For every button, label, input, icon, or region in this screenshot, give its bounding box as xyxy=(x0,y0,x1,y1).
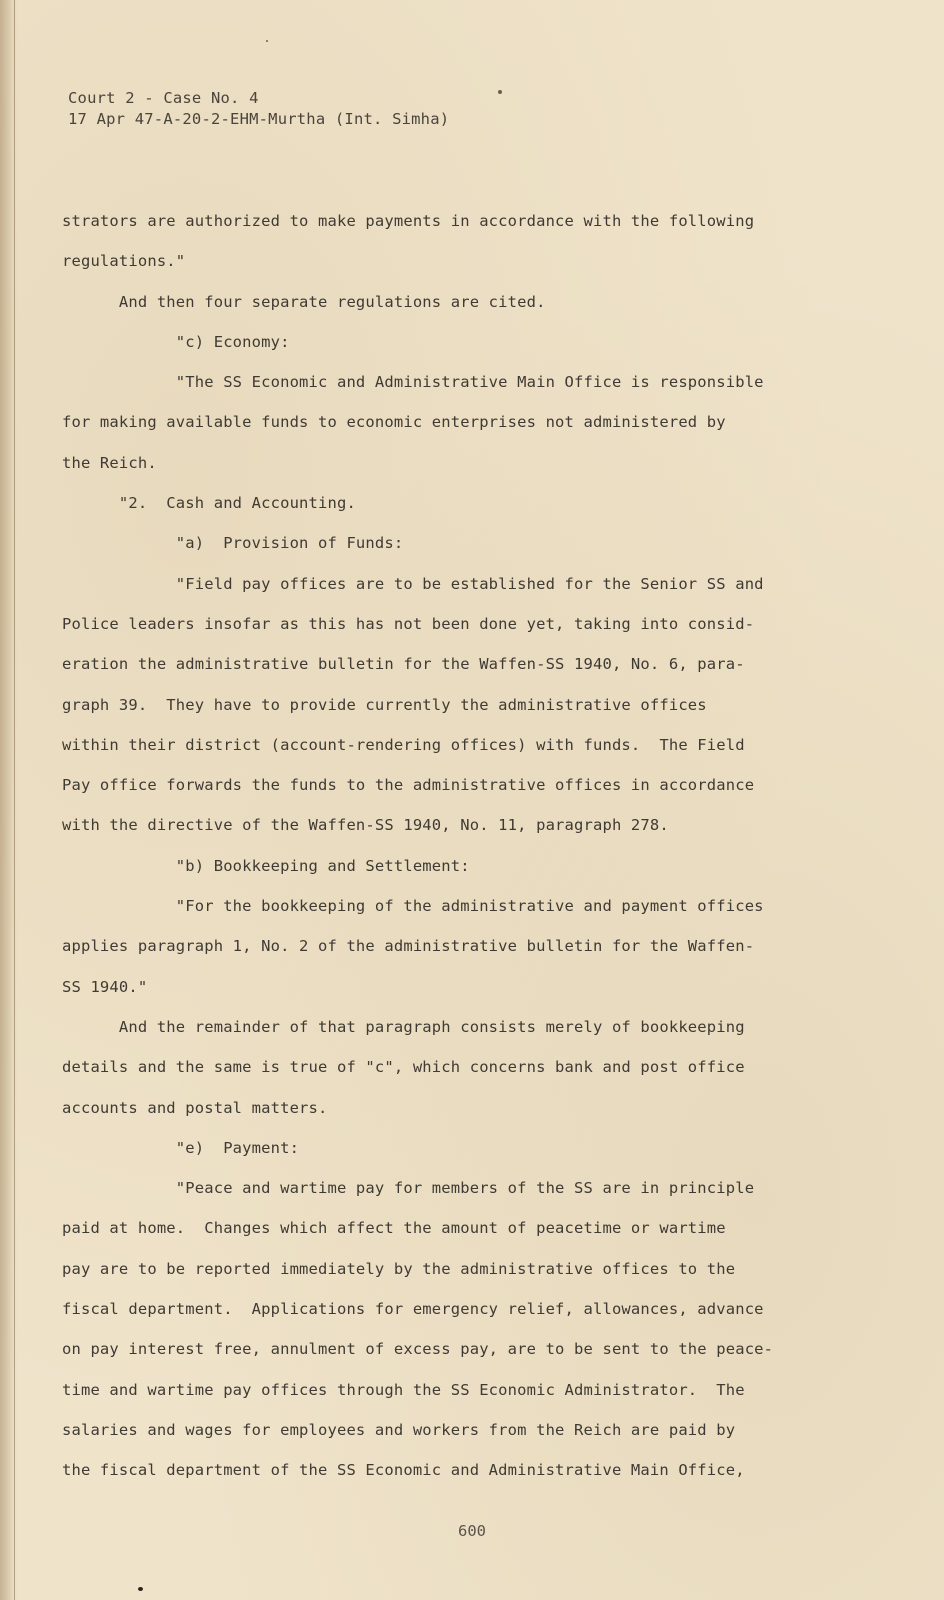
transcript-line: the Reich. xyxy=(62,453,157,472)
page-number: 600 xyxy=(458,1522,486,1540)
paper-speck xyxy=(138,1587,143,1591)
transcript-line: "For the bookkeeping of the administrative and payment offices xyxy=(62,897,764,916)
transcript-line: the fiscal department of the SS Economic and Administrative Main Office, xyxy=(62,1461,745,1480)
document-header xyxy=(68,88,449,130)
transcript-line: with the directive of the Waffen-SS 1940, No. 11, paragraph 278. xyxy=(62,816,669,835)
transcript-line: "e) Payment: xyxy=(62,1138,300,1157)
transcript-line: salaries and wages for employees and workers from the Reich are paid by xyxy=(62,1420,736,1439)
transcript-line: Police leaders insofar as this has not been done yet, taking into consid- xyxy=(62,614,755,633)
transcript-line: "Peace and wartime pay for members of the SS are in principle xyxy=(62,1179,755,1198)
paper-speck xyxy=(266,40,268,42)
transcript-line: regulations." xyxy=(62,252,186,271)
transcript-line: SS 1940." xyxy=(62,977,148,996)
paper-left-edge xyxy=(0,0,15,1600)
transcript-line: strators are authorized to make payments in accordance with the following xyxy=(62,212,755,230)
transcript-line: for making available funds to economic enterprises not administered by xyxy=(62,413,726,432)
transcript-line: applies paragraph 1, No. 2 of the administrative bulletin for the Waffen- xyxy=(62,937,755,956)
transcript-line: "b) Bookkeeping and Settlement: xyxy=(62,856,470,875)
header-court-case: Court 2 - Case No. 4 xyxy=(68,89,259,107)
transcript-line: graph 39. They have to provide currently the administrative offices xyxy=(62,695,707,714)
transcript-line: paid at home. Changes which affect the amount of peacetime or wartime xyxy=(62,1219,726,1238)
transcript-line: details and the same is true of "c", which concerns bank and post office xyxy=(62,1058,745,1077)
paper-speck xyxy=(498,90,502,94)
transcript-line: "2. Cash and Accounting. xyxy=(62,494,356,513)
transcript-line: "Field pay offices are to be established for the Senior SS and xyxy=(62,574,764,593)
transcript-line: "c) Economy: xyxy=(62,332,290,351)
transcript-line: And then four separate regulations are cited. xyxy=(62,292,546,311)
transcript-line: And the remainder of that paragraph consists merely of bookkeeping xyxy=(62,1017,745,1036)
transcript-line: within their district (account-rendering offices) with funds. The Field xyxy=(62,735,745,754)
transcript-body xyxy=(62,208,822,1498)
transcript-line: eration the administrative bulletin for the Waffen-SS 1940, No. 6, para- xyxy=(62,655,745,674)
transcript-line: Pay office forwards the funds to the administrative offices in accordance xyxy=(62,776,755,795)
transcript-line: accounts and postal matters. xyxy=(62,1098,328,1117)
transcript-line: pay are to be reported immediately by the administrative offices to the xyxy=(62,1259,736,1278)
transcript-line: on pay interest free, annulment of excess pay, are to be sent to the peace- xyxy=(62,1340,774,1359)
transcript-line: fiscal department. Applications for emergency relief, allowances, advance xyxy=(62,1300,764,1319)
header-session-info: 17 Apr 47-A-20-2-EHM-Murtha (Int. Simha) xyxy=(68,110,450,128)
transcript-line: "The SS Economic and Administrative Main Office is responsible xyxy=(62,373,764,392)
transcript-line: time and wartime pay offices through the SS Economic Administrator. The xyxy=(62,1380,745,1399)
transcript-line: "a) Provision of Funds: xyxy=(62,534,404,553)
